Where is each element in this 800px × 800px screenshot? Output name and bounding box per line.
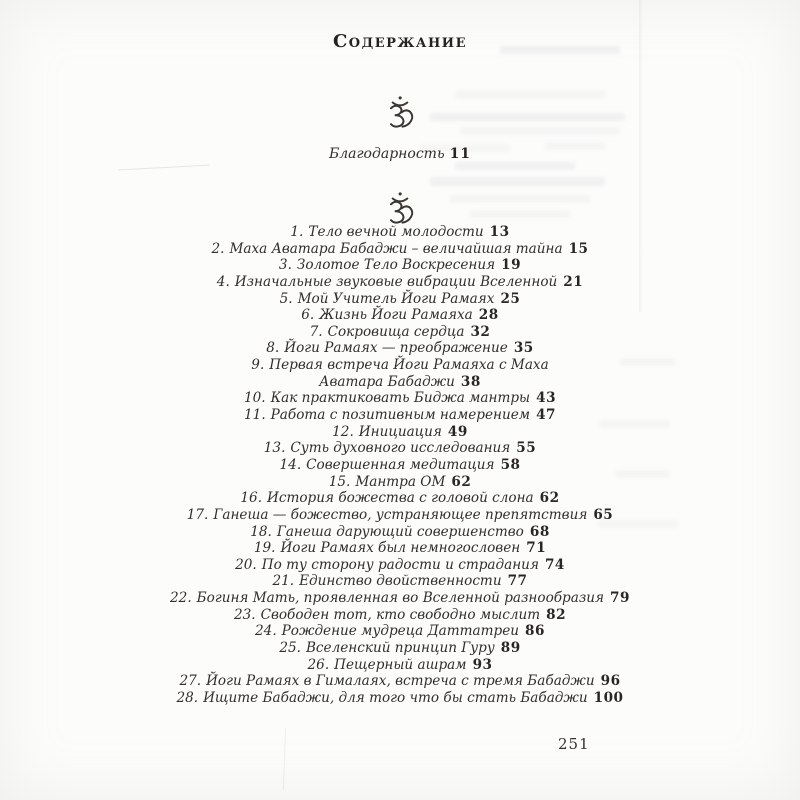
entry-title: Мантра ОМ xyxy=(355,473,446,490)
entry-title: Маха Аватара Бабаджи – величайшая тайна xyxy=(229,240,563,257)
entry-number: 16. xyxy=(240,490,263,507)
entry-page: 25 xyxy=(500,290,521,307)
entry-title: Рождение мудреца Даттатреи xyxy=(281,623,520,640)
entry-page: 89 xyxy=(500,640,521,657)
entry-page: 62 xyxy=(539,490,560,507)
entry-page: 93 xyxy=(472,656,493,673)
entry-number: 8. xyxy=(266,340,280,357)
entry-page: 58 xyxy=(500,456,521,473)
toc-entry xyxy=(40,440,760,457)
toc-entry-continuation xyxy=(40,374,760,391)
entry-page: 77 xyxy=(507,573,528,590)
entry-page: 62 xyxy=(451,473,472,490)
om-icon xyxy=(0,95,800,132)
toc-entry xyxy=(40,390,760,407)
entry-number: 26. xyxy=(307,656,330,673)
entry-title: Как практиковать Биджа мантры xyxy=(270,390,531,407)
entry-number: 6. xyxy=(301,307,315,324)
entry-title: Свободен тот, кто свободно мыслит xyxy=(260,606,541,623)
entry-title: Изначальные звуковые вибрации Вселенной xyxy=(234,273,558,290)
entry-number: 3. xyxy=(278,257,292,274)
toc-entry xyxy=(40,340,760,357)
om-icon xyxy=(0,191,800,228)
entry-title: Тело вечной молодости xyxy=(308,224,484,240)
entry-number: 12. xyxy=(332,423,354,440)
toc-entry xyxy=(40,573,760,590)
toc-entry xyxy=(40,507,760,524)
toc-entry xyxy=(40,607,760,624)
toc-entry xyxy=(40,474,760,491)
entry-page: 65 xyxy=(593,506,614,523)
entry-title: По ту сторону радости и страдания xyxy=(261,556,539,573)
entry-page: 15 xyxy=(568,240,589,257)
entry-page: 96 xyxy=(600,673,621,690)
toc-entry xyxy=(40,524,760,541)
entry-title: Йоги Рамаях — преображение xyxy=(284,340,508,357)
entry-page: 82 xyxy=(546,606,567,623)
paper-scratch xyxy=(283,728,286,790)
entry-page: 32 xyxy=(470,323,491,340)
entry-number: 18. xyxy=(250,523,272,540)
toc-entry xyxy=(40,640,760,657)
entry-title: Первая встреча Йоги Рамаяха с Маха xyxy=(269,357,549,374)
entry-page: 74 xyxy=(544,556,565,573)
entry-title: Йоги Рамаях в Гималаях, встреча с тремя Бабаджи xyxy=(206,673,595,690)
entry-title: Мой Учитель Йоги Рамаях xyxy=(297,290,495,307)
bleed-through-texture xyxy=(430,177,605,186)
entry-title: Суть духовного исследования xyxy=(290,440,511,457)
entry-number: 7. xyxy=(309,323,323,340)
toc-entry xyxy=(40,407,760,424)
toc-list xyxy=(40,224,760,707)
entry-title: Единство двойственности xyxy=(299,573,502,590)
entry-title: Богиня Мать, проявленная во Вселенной разнообразия xyxy=(196,590,605,607)
toc-entry xyxy=(40,424,760,441)
entry-number: 1. xyxy=(290,224,304,240)
entry-title: Сокровища сердца xyxy=(327,323,465,340)
entry-page: 19 xyxy=(501,257,522,274)
entry-page: 28 xyxy=(478,307,499,324)
entry-number: 15. xyxy=(328,473,351,490)
toc-entry xyxy=(40,623,760,640)
entry-page: 49 xyxy=(447,423,468,440)
entry-number: 20. xyxy=(235,556,257,573)
entry-title: Ищите Бабаджи, для того что бы стать Бабаджи xyxy=(203,689,588,706)
entry-number: 14. xyxy=(279,456,302,473)
entry-page: 21 xyxy=(563,273,584,290)
toc-entry xyxy=(40,357,760,374)
toc-entry xyxy=(40,590,760,607)
entry-page: 68 xyxy=(529,523,550,540)
acknowledgment-line xyxy=(0,146,800,162)
toc-entry xyxy=(40,690,760,707)
entry-number: 10. xyxy=(243,390,266,407)
entry-number: 28. xyxy=(176,689,199,706)
entry-title: Пещерный ашрам xyxy=(334,656,467,673)
toc-entry xyxy=(40,257,760,274)
entry-title: Работа с позитивным намерением xyxy=(270,407,531,424)
toc-entry xyxy=(40,291,760,308)
toc-entry xyxy=(40,490,760,507)
entry-number: 11. xyxy=(244,407,266,424)
entry-number: 2. xyxy=(211,240,225,257)
toc-entry xyxy=(40,324,760,341)
acknowledgment-label: Благодарность xyxy=(328,146,445,162)
entry-title: Золотое Тело Воскресения xyxy=(296,257,496,274)
entry-title: Ганеша — божество, устраняющее препятствия xyxy=(213,506,588,523)
entry-page: 13 xyxy=(489,224,510,240)
paper-scratch xyxy=(118,165,210,171)
entry-page: 38 xyxy=(460,373,481,390)
toc-entry xyxy=(40,241,760,258)
entry-number: 9. xyxy=(251,357,265,374)
entry-page: 86 xyxy=(525,623,545,640)
bleed-through-texture xyxy=(455,162,575,170)
entry-page: 35 xyxy=(513,340,534,357)
toc-entry xyxy=(40,274,760,291)
entry-number: 24. xyxy=(255,623,277,640)
toc-entry xyxy=(40,307,760,324)
entry-number: 21. xyxy=(272,573,295,590)
toc-entry xyxy=(40,557,760,574)
entry-page: 79 xyxy=(610,590,630,607)
entry-number: 19. xyxy=(253,540,276,557)
entry-number: 22. xyxy=(170,590,192,607)
entry-number: 17. xyxy=(186,506,209,523)
entry-page: 47 xyxy=(536,407,556,424)
entry-title: Инициация xyxy=(358,423,442,440)
entry-page: 100 xyxy=(593,689,624,706)
toc-entry xyxy=(40,224,760,241)
entry-title: Ганеша дарующий совершенство xyxy=(276,523,524,540)
entry-number: 5. xyxy=(279,290,293,307)
toc-entry xyxy=(40,673,760,690)
toc-entry xyxy=(40,540,760,557)
entry-title-continued: Аватара Бабаджи xyxy=(319,373,455,390)
folio-page-number: 251 xyxy=(558,735,590,753)
entry-title: История божества с головой слона xyxy=(267,490,534,507)
entry-page: 43 xyxy=(536,390,557,407)
entry-title: Жизнь Йоги Рамаяха xyxy=(319,307,473,324)
entry-title: Совершенная медитация xyxy=(306,456,495,473)
acknowledgment-page: 11 xyxy=(449,146,472,162)
toc-entry xyxy=(40,657,760,674)
entry-number: 4. xyxy=(216,273,230,290)
entry-page: 55 xyxy=(516,440,537,457)
toc-entry xyxy=(40,457,760,474)
entry-number: 27. xyxy=(179,673,202,690)
entry-title: Вселенский принцип Гуру xyxy=(305,640,495,657)
entry-page: 71 xyxy=(526,540,547,557)
page-title: Содержание xyxy=(332,31,467,52)
entry-number: 13. xyxy=(263,440,286,457)
entry-number: 25. xyxy=(279,640,301,657)
entry-title: Йоги Рамаях был немногословен xyxy=(280,540,521,557)
entry-number: 23. xyxy=(233,606,256,623)
